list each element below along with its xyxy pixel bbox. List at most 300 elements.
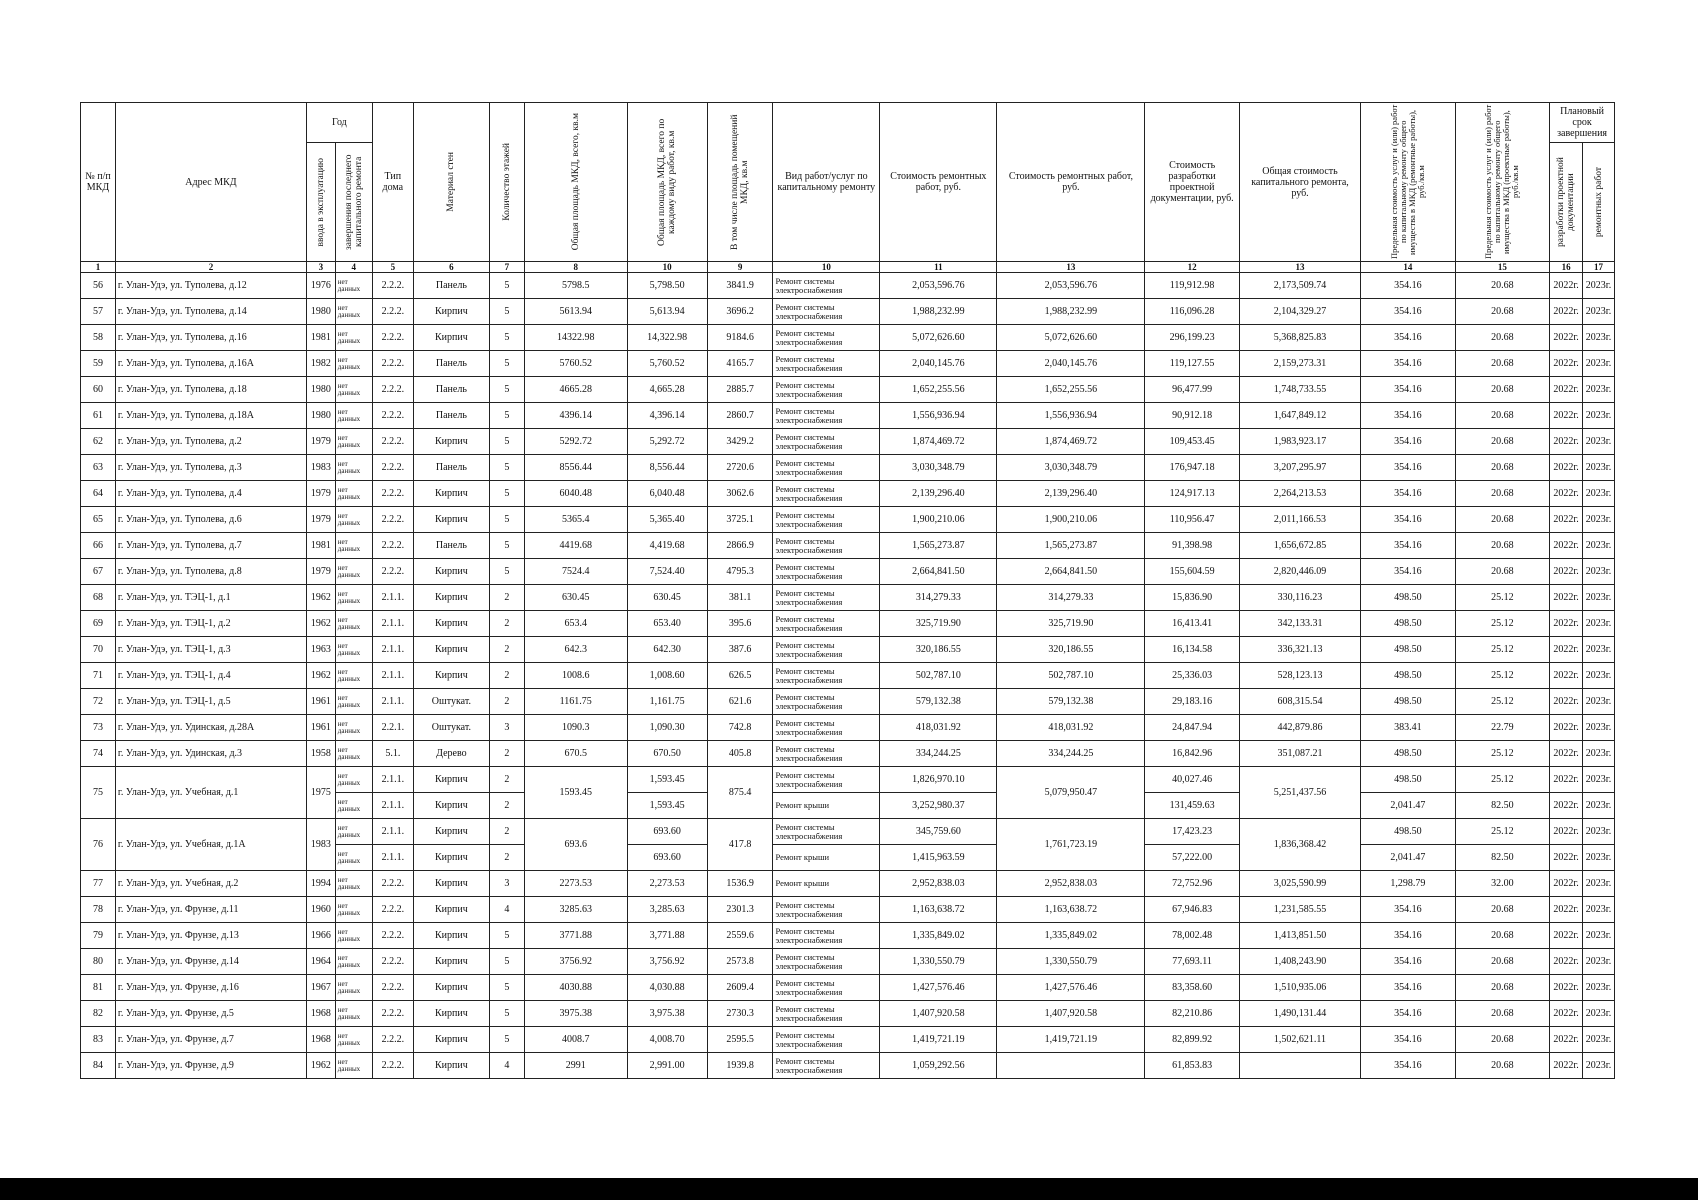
cell: 325,719.90 [997, 611, 1145, 637]
cell: 1,556,936.94 [880, 403, 997, 429]
cell: 20.68 [1455, 481, 1550, 507]
cell: 75 [81, 767, 116, 819]
cell: 2023г. [1583, 1027, 1615, 1053]
cell: 29,183.16 [1145, 689, 1240, 715]
header-num: № п/п МКД [81, 103, 116, 262]
cell: 5 [489, 533, 524, 559]
cell: 417.8 [707, 819, 773, 871]
cell: 2022г. [1550, 897, 1583, 923]
cell: 2,264,213.53 [1239, 481, 1360, 507]
header-year-built: ввода в эксплуатацию [307, 143, 336, 262]
cell: нет данных [335, 403, 372, 429]
cell: 3429.2 [707, 429, 773, 455]
cell: 2730.3 [707, 1001, 773, 1027]
cell: нет данных [335, 715, 372, 741]
table-row [81, 559, 1615, 585]
cell: 354.16 [1361, 299, 1456, 325]
cell: нет данных [335, 767, 372, 793]
cell: 2866.9 [707, 533, 773, 559]
cell: 296,199.23 [1145, 325, 1240, 351]
cell: 67 [81, 559, 116, 585]
cell: 345,759.60 [880, 819, 997, 845]
cell: 2023г. [1583, 273, 1615, 299]
cell: 3,285.63 [627, 897, 707, 923]
cell: 1966 [307, 923, 336, 949]
cell: 20.68 [1455, 351, 1550, 377]
cell: 642.30 [627, 637, 707, 663]
cell: 334,244.25 [880, 741, 997, 767]
cell: 1979 [307, 507, 336, 533]
table-row [81, 585, 1615, 611]
cell: нет данных [335, 351, 372, 377]
cell: 20.68 [1455, 1027, 1550, 1053]
cell: 498.50 [1361, 767, 1456, 793]
cell: 2.2.2. [372, 559, 413, 585]
cell: 320,186.55 [880, 637, 997, 663]
cell: Ремонт системы электроснабжения [773, 533, 880, 559]
cell: 2 [489, 611, 524, 637]
cell: 653.4 [524, 611, 627, 637]
cell: 2,011,166.53 [1239, 507, 1360, 533]
cell: нет данных [335, 325, 372, 351]
cell: 502,787.10 [997, 663, 1145, 689]
cell: 3,207,295.97 [1239, 455, 1360, 481]
cell [997, 1053, 1145, 1079]
cell: 395.6 [707, 611, 773, 637]
cell: 2,664,841.50 [880, 559, 997, 585]
cell: 2,139,296.40 [880, 481, 997, 507]
cell: Панель [413, 455, 489, 481]
cell: 5,365.40 [627, 507, 707, 533]
cell: нет данных [335, 663, 372, 689]
cell: 2.2.2. [372, 1053, 413, 1079]
table-row [81, 299, 1615, 325]
cell: 630.45 [524, 585, 627, 611]
cell: 1962 [307, 1053, 336, 1079]
cell: 2023г. [1583, 455, 1615, 481]
cell: 5,292.72 [627, 429, 707, 455]
cell: 2 [489, 845, 524, 871]
cell: Ремонт системы электроснабжения [773, 351, 880, 377]
cell: 2.2.2. [372, 975, 413, 1001]
cell: г. Улан-Удэ, ул. Туполева, д.2 [115, 429, 306, 455]
cell: 119,127.55 [1145, 351, 1240, 377]
cell: 119,912.98 [1145, 273, 1240, 299]
cell: 5 [489, 481, 524, 507]
cell: 14322.98 [524, 325, 627, 351]
cell: 354.16 [1361, 273, 1456, 299]
header-plan-repair: ремонтных работ [1583, 143, 1615, 262]
cell: 5,368,825.83 [1239, 325, 1360, 351]
cell: 2.2.2. [372, 481, 413, 507]
cell: Ремонт системы электроснабжения [773, 663, 880, 689]
cell: 2.2.2. [372, 403, 413, 429]
cell: Ремонт системы электроснабжения [773, 585, 880, 611]
column-number: 9 [707, 262, 773, 273]
cell: Кирпич [413, 325, 489, 351]
cell: 20.68 [1455, 923, 1550, 949]
header-address: Адрес МКД [115, 103, 306, 262]
cell: 20.68 [1455, 1053, 1550, 1079]
cell: 2022г. [1550, 741, 1583, 767]
cell: нет данных [335, 533, 372, 559]
cell: 1,161.75 [627, 689, 707, 715]
cell: 40,027.46 [1145, 767, 1240, 793]
cell: 670.50 [627, 741, 707, 767]
cell: 74 [81, 741, 116, 767]
cell: 2023г. [1583, 923, 1615, 949]
cell: 1,748,733.55 [1239, 377, 1360, 403]
cell: 2022г. [1550, 559, 1583, 585]
cell: 2023г. [1583, 1001, 1615, 1027]
cell: 1,163,638.72 [997, 897, 1145, 923]
cell: 5,798.50 [627, 273, 707, 299]
column-number: 17 [1583, 262, 1615, 273]
cell: нет данных [335, 949, 372, 975]
cell: 67,946.83 [1145, 897, 1240, 923]
cell: 1968 [307, 1001, 336, 1027]
cell: 1,874,469.72 [880, 429, 997, 455]
cell: 1,647,849.12 [1239, 403, 1360, 429]
cell: 25.12 [1455, 663, 1550, 689]
cell: 5,072,626.60 [880, 325, 997, 351]
cell: 2022г. [1550, 767, 1583, 793]
cell: Ремонт системы электроснабжения [773, 767, 880, 793]
cell: 109,453.45 [1145, 429, 1240, 455]
cell: 354.16 [1361, 403, 1456, 429]
cell: 418,031.92 [997, 715, 1145, 741]
cell: 20.68 [1455, 897, 1550, 923]
cell: 2609.4 [707, 975, 773, 1001]
cell: 2023г. [1583, 585, 1615, 611]
cell: Кирпич [413, 507, 489, 533]
cell: 2023г. [1583, 325, 1615, 351]
cell: Панель [413, 533, 489, 559]
table-row [81, 377, 1615, 403]
cell: 1536.9 [707, 871, 773, 897]
cell: 1980 [307, 403, 336, 429]
cell: 498.50 [1361, 637, 1456, 663]
cell: Кирпич [413, 949, 489, 975]
cell: 2,952,838.03 [997, 871, 1145, 897]
cell: 56 [81, 273, 116, 299]
cell: 2273.53 [524, 871, 627, 897]
cell: Кирпич [413, 767, 489, 793]
cell: 2.2.2. [372, 429, 413, 455]
cell: 2,664,841.50 [997, 559, 1145, 585]
cell: 1967 [307, 975, 336, 1001]
cell: 2023г. [1583, 1053, 1615, 1079]
table-row [81, 429, 1615, 455]
cell: 621.6 [707, 689, 773, 715]
cell: 20.68 [1455, 533, 1550, 559]
table-header [81, 103, 1615, 273]
header-limit-cost-repair: Предельная стоимость услуг и (или) работ по капитальному ремонту общего имущества в МКД (ремонтные работы), руб./кв.м [1361, 103, 1456, 262]
cell: 3 [489, 715, 524, 741]
cell: 2023г. [1583, 481, 1615, 507]
cell: 2022г. [1550, 1027, 1583, 1053]
cell: 2 [489, 793, 524, 819]
cell: 498.50 [1361, 663, 1456, 689]
cell: 2.1.1. [372, 663, 413, 689]
cell: 2 [489, 741, 524, 767]
cell: 2885.7 [707, 377, 773, 403]
cell: нет данных [335, 1027, 372, 1053]
cell: 693.60 [627, 845, 707, 871]
cell: г. Улан-Удэ, ул. Фрунзе, д.5 [115, 1001, 306, 1027]
header-total-cost: Общая стоимость капитального ремонта, руб. [1239, 103, 1360, 262]
cell: 4795.3 [707, 559, 773, 585]
table-row [81, 689, 1615, 715]
cell: Ремонт системы электроснабжения [773, 689, 880, 715]
cell: 2022г. [1550, 585, 1583, 611]
cell: 76 [81, 819, 116, 871]
cell: 1,335,849.02 [997, 923, 1145, 949]
header-year-group: Год [307, 103, 373, 143]
cell: Кирпич [413, 897, 489, 923]
cell: 2022г. [1550, 455, 1583, 481]
cell: 66 [81, 533, 116, 559]
cell: г. Улан-Удэ, ул. Учебная, д.2 [115, 871, 306, 897]
column-number: 6 [413, 262, 489, 273]
cell: 8556.44 [524, 455, 627, 481]
cell: 4008.7 [524, 1027, 627, 1053]
cell: 4,008.70 [627, 1027, 707, 1053]
cell: 61 [81, 403, 116, 429]
cell: г. Улан-Удэ, ул. ТЭЦ-1, д.3 [115, 637, 306, 663]
cell: 1,874,469.72 [997, 429, 1145, 455]
column-number: 2 [115, 262, 306, 273]
cell: 354.16 [1361, 1027, 1456, 1053]
cell: 77 [81, 871, 116, 897]
cell: 502,787.10 [880, 663, 997, 689]
cell: 354.16 [1361, 533, 1456, 559]
cell: Ремонт системы электроснабжения [773, 273, 880, 299]
cell: нет данных [335, 793, 372, 819]
cell: г. Улан-Удэ, ул. Туполева, д.12 [115, 273, 306, 299]
cell: Ремонт крыши [773, 871, 880, 897]
cell: 3975.38 [524, 1001, 627, 1027]
header-total-area: Общая площадь МКД, всего, кв.м [524, 103, 627, 262]
cell: 2.2.2. [372, 1001, 413, 1027]
cell: 83 [81, 1027, 116, 1053]
cell: 17,423.23 [1145, 819, 1240, 845]
table-row [81, 663, 1615, 689]
cell: г. Улан-Удэ, ул. Туполева, д.14 [115, 299, 306, 325]
cell: 20.68 [1455, 299, 1550, 325]
scan-bottom-border [0, 1178, 1698, 1200]
cell: 314,279.33 [880, 585, 997, 611]
cell: 25.12 [1455, 585, 1550, 611]
cell: 3756.92 [524, 949, 627, 975]
cell: Кирпич [413, 299, 489, 325]
cell: г. Улан-Удэ, ул. Туполева, д.18А [115, 403, 306, 429]
cell: 2.2.2. [372, 1027, 413, 1053]
cell: г. Улан-Удэ, ул. Удинская, д.3 [115, 741, 306, 767]
header-limit-cost-design: Предельная стоимость услуг и (или) работ по капитальному ремонту общего имущества в МКД (проектные работы), руб./кв.м [1455, 103, 1550, 262]
cell: 1963 [307, 637, 336, 663]
cell: 2023г. [1583, 351, 1615, 377]
cell: 1968 [307, 1027, 336, 1053]
cell: 25,336.03 [1145, 663, 1240, 689]
cell: 20.68 [1455, 273, 1550, 299]
cell: 2022г. [1550, 715, 1583, 741]
cell: 498.50 [1361, 611, 1456, 637]
cell: 2301.3 [707, 897, 773, 923]
cell: 2023г. [1583, 819, 1615, 845]
cell: нет данных [335, 845, 372, 871]
cell: 498.50 [1361, 689, 1456, 715]
cell: 2023г. [1583, 715, 1615, 741]
cell: Ремонт системы электроснабжения [773, 715, 880, 741]
table-row [81, 637, 1615, 663]
cell: 2022г. [1550, 1053, 1583, 1079]
cell: 1962 [307, 585, 336, 611]
cell: 2023г. [1583, 767, 1615, 793]
header-year-repair: завершения последнего капитального ремонта [335, 143, 372, 262]
cell: 9184.6 [707, 325, 773, 351]
repair-table [80, 102, 1615, 1079]
cell: 20.68 [1455, 559, 1550, 585]
cell: 2 [489, 585, 524, 611]
cell: 336,321.13 [1239, 637, 1360, 663]
cell: Ремонт системы электроснабжения [773, 325, 880, 351]
cell: 5 [489, 403, 524, 429]
cell: 3,771.88 [627, 923, 707, 949]
cell: 1,556,936.94 [997, 403, 1145, 429]
cell: 2,041.47 [1361, 845, 1456, 871]
cell: 3841.9 [707, 273, 773, 299]
cell: нет данных [335, 429, 372, 455]
cell: Ремонт системы электроснабжения [773, 611, 880, 637]
cell: 5613.94 [524, 299, 627, 325]
cell: 1,900,210.06 [880, 507, 997, 533]
cell: 579,132.38 [997, 689, 1145, 715]
cell: Кирпич [413, 559, 489, 585]
cell: 83,358.60 [1145, 975, 1240, 1001]
cell: 2.2.2. [372, 299, 413, 325]
cell: Кирпич [413, 1001, 489, 1027]
header-floors: Количество этажей [489, 103, 524, 262]
cell: 1,407,920.58 [880, 1001, 997, 1027]
cell: 1,335,849.02 [880, 923, 997, 949]
cell: 1962 [307, 663, 336, 689]
cell: Ремонт системы электроснабжения [773, 819, 880, 845]
table-body [81, 273, 1615, 1079]
cell: 2,820,446.09 [1239, 559, 1360, 585]
cell: 3771.88 [524, 923, 627, 949]
cell: Ремонт системы электроснабжения [773, 559, 880, 585]
cell: 20.68 [1455, 403, 1550, 429]
cell: 4,030.88 [627, 975, 707, 1001]
cell: 2022г. [1550, 871, 1583, 897]
cell: 2023г. [1583, 949, 1615, 975]
cell: 20.68 [1455, 455, 1550, 481]
cell: 5798.5 [524, 273, 627, 299]
cell: 2022г. [1550, 403, 1583, 429]
cell: 2023г. [1583, 663, 1615, 689]
table-row [81, 533, 1615, 559]
cell: 498.50 [1361, 741, 1456, 767]
cell: нет данных [335, 637, 372, 663]
cell: 2.2.2. [372, 533, 413, 559]
cell: Ремонт крыши [773, 845, 880, 871]
cell: 1,090.30 [627, 715, 707, 741]
cell: нет данных [335, 481, 372, 507]
cell: 1960 [307, 897, 336, 923]
cell: 1593.45 [524, 767, 627, 819]
cell: 3725.1 [707, 507, 773, 533]
cell: г. Улан-Удэ, ул. Туполева, д.7 [115, 533, 306, 559]
cell: 630.45 [627, 585, 707, 611]
header-area-by-type: Общая площадь МКД, всего по каждому виду работ, кв.м [627, 103, 707, 262]
cell: 442,879.86 [1239, 715, 1360, 741]
table-row [81, 715, 1615, 741]
cell: 2023г. [1583, 429, 1615, 455]
cell: 4665.28 [524, 377, 627, 403]
cell: 1958 [307, 741, 336, 767]
cell: 5 [489, 1027, 524, 1053]
cell: 62 [81, 429, 116, 455]
cell: 1961 [307, 689, 336, 715]
cell: Ремонт крыши [773, 793, 880, 819]
cell: Кирпич [413, 1053, 489, 1079]
cell: 5,613.94 [627, 299, 707, 325]
cell: 693.60 [627, 819, 707, 845]
cell: 1,836,368.42 [1239, 819, 1360, 871]
cell: 2022г. [1550, 507, 1583, 533]
cell: 124,917.13 [1145, 481, 1240, 507]
table-row [81, 897, 1615, 923]
cell: 5 [489, 455, 524, 481]
cell: 131,459.63 [1145, 793, 1240, 819]
cell: 608,315.54 [1239, 689, 1360, 715]
cell: 20.68 [1455, 1001, 1550, 1027]
cell: 2022г. [1550, 533, 1583, 559]
cell: 2.1.1. [372, 689, 413, 715]
cell: 2023г. [1583, 845, 1615, 871]
cell: Ремонт системы электроснабжения [773, 741, 880, 767]
column-number: 13 [1239, 262, 1360, 273]
cell: 354.16 [1361, 325, 1456, 351]
cell: 3062.6 [707, 481, 773, 507]
cell: 20.68 [1455, 949, 1550, 975]
cell: 5365.4 [524, 507, 627, 533]
cell: г. Улан-Удэ, ул. Туполева, д.18 [115, 377, 306, 403]
column-number: 8 [524, 262, 627, 273]
cell: 2023г. [1583, 377, 1615, 403]
cell: 5,079,950.47 [997, 767, 1145, 819]
cell: 314,279.33 [997, 585, 1145, 611]
cell: 2023г. [1583, 975, 1615, 1001]
cell: 2,991.00 [627, 1053, 707, 1079]
cell: нет данных [335, 377, 372, 403]
header-wall-material: Материал стен [413, 103, 489, 262]
cell: 2720.6 [707, 455, 773, 481]
cell: Ремонт системы электроснабжения [773, 481, 880, 507]
cell: 20.68 [1455, 325, 1550, 351]
cell: 354.16 [1361, 481, 1456, 507]
cell: 2022г. [1550, 351, 1583, 377]
cell: 1,656,672.85 [1239, 533, 1360, 559]
cell: 1,419,721.19 [880, 1027, 997, 1053]
cell: 20.68 [1455, 975, 1550, 1001]
column-number: 10 [773, 262, 880, 273]
cell: 2.2.2. [372, 949, 413, 975]
table-row [81, 767, 1615, 793]
cell: Кирпич [413, 585, 489, 611]
cell: 69 [81, 611, 116, 637]
